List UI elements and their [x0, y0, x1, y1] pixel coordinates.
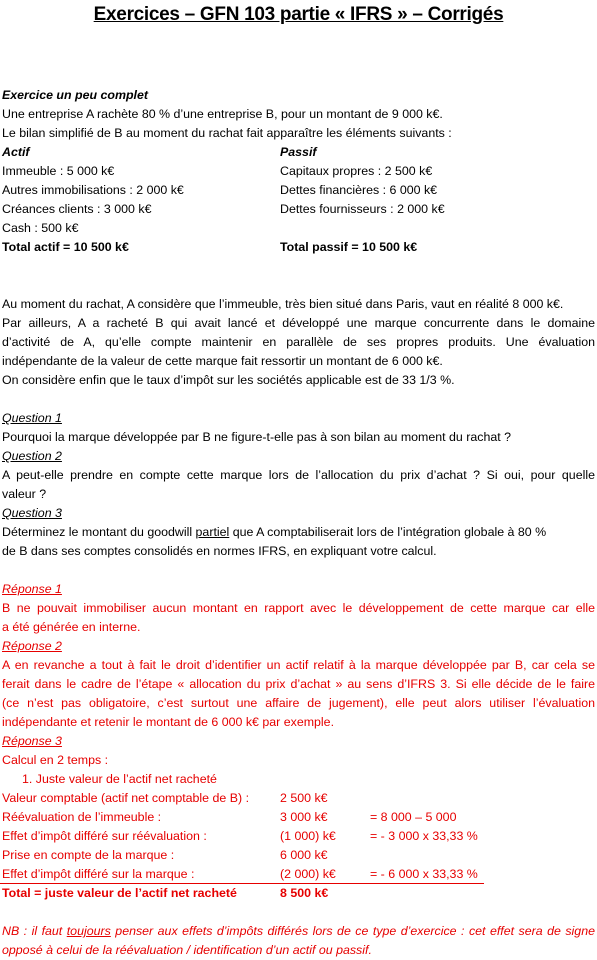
- question-3-text-a-1: Déterminez le montant du goodwill: [2, 525, 196, 539]
- answer-2-text-d: indépendante et retenir le montant de 6 000 k€ par exemple.: [2, 715, 335, 729]
- answer-2-text-b: ferait dans le cadre de l’étape « allocation du prix d’achat » au sens d’IFRS 3. Si elle décide de le faire: [2, 677, 595, 691]
- passif-item: Dettes financières : 6 000 k€: [280, 183, 438, 197]
- calc-label: Effet d’impôt différé sur la marque :: [2, 867, 195, 881]
- answer-1-label: Réponse 1: [2, 582, 62, 596]
- calc-value: 6 000 k€: [280, 848, 328, 862]
- actif-item: Créances clients : 3 000 k€: [2, 202, 152, 216]
- question-3-partiel: partiel: [195, 525, 230, 539]
- calc-label: Prise en compte de la marque :: [2, 848, 175, 862]
- calc-row: [0, 846, 597, 865]
- answer-2-text-a: A en revanche a tout à fait le droit d’identifier un actif relatif à la marque développée par B, car cela se: [2, 658, 595, 672]
- actif-item: Immeuble : 5 000 k€: [2, 164, 115, 178]
- calc-note: = 8 000 – 5 000: [370, 810, 457, 824]
- calc-label: Valeur comptable (actif net comptable de B) :: [2, 791, 250, 805]
- exercise-paragraph-2b: d’activité de A, qu’elle compte maintenir en parallèle de ses propres produits. Une évaluation: [2, 335, 595, 349]
- exercise-intro-1: Une entreprise A rachète 80 % d’une entreprise B, pour un montant de 9 000 k€.: [2, 107, 443, 121]
- question-3-text-b: de B dans ses comptes consolidés en normes IFRS, en expliquant votre calcul.: [2, 544, 437, 558]
- exercise-paragraph-1: Au moment du rachat, A considère que l’immeuble, très bien situé dans Paris, vaut en réalité 8 000 k€.: [2, 297, 564, 311]
- actif-item: Cash : 500 k€: [2, 221, 79, 235]
- page-title: Exercices – GFN 103 partie « IFRS » – Corrigés: [93, 4, 504, 25]
- nb-note-2: penser aux effets d’impôts différés lors de ce type d’exercice : cet effet sera de signe: [110, 924, 595, 938]
- question-2-label: Question 2: [2, 449, 62, 463]
- question-2-text-a: A peut-elle prendre en compte cette marque lors de l’allocation du prix d’achat ? Si oui, pour quelle: [2, 468, 595, 482]
- calc-total-label: Total = juste valeur de l’actif net racheté: [2, 886, 237, 900]
- calc-note: = - 3 000 x 33,33 %: [370, 829, 478, 843]
- total-passif: Total passif = 10 500 k€: [280, 240, 418, 254]
- question-3-text-a: [2, 523, 546, 542]
- answer-3-intro: Calcul en 2 temps :: [2, 753, 109, 767]
- question-1-label: Question 1: [2, 411, 62, 425]
- nb-note-a: [2, 922, 595, 941]
- answer-2-text-c: (ce n’est pas obligatoire, c’est surtout une affaire de jugement), elle peut alors utiliser l’évaluation: [2, 696, 595, 710]
- calc-row: [0, 789, 597, 808]
- nb-note-1: NB : il faut: [2, 924, 67, 938]
- calc-row: [0, 827, 597, 846]
- exercise-paragraph-2c: indépendante de la valeur de cette marque fait ressortir un montant de 6 000 k€.: [2, 354, 443, 368]
- answer-2-label: Réponse 2: [2, 639, 62, 653]
- actif-header: Actif: [2, 145, 30, 159]
- exercise-paragraph-2a: Par ailleurs, A a racheté B qui avait lancé et développé une marque concurrente dans le domaine: [2, 316, 595, 330]
- actif-item: Autres immobilisations : 2 000 k€: [2, 183, 184, 197]
- exercise-heading: Exercice un peu complet: [2, 88, 148, 102]
- passif-header: Passif: [280, 145, 317, 159]
- answer-1-text-a: B ne pouvait immobiliser aucun montant en rapport avec le développement de cette marque car elle: [2, 601, 595, 615]
- nb-note-b: opposé à celui de la réévaluation / identification d’un actif ou passif.: [2, 943, 372, 957]
- nb-note-toujours: toujours: [66, 924, 111, 938]
- answer-1-text-b: a été générée en interne.: [2, 620, 141, 634]
- calc-value: 3 000 k€: [280, 810, 328, 824]
- calc-label: Réévaluation de l’immeuble :: [2, 810, 162, 824]
- calc-row-underlined: [0, 865, 484, 884]
- answer-3-label: Réponse 3: [2, 734, 62, 748]
- passif-item: Capitaux propres : 2 500 k€: [280, 164, 433, 178]
- calc-note: = - 6 000 x 33,33 %: [370, 867, 478, 881]
- calc-value: 2 500 k€: [280, 791, 328, 805]
- question-3-label: Question 3: [2, 506, 62, 520]
- total-actif: Total actif = 10 500 k€: [2, 240, 129, 254]
- exercise-intro-2: Le bilan simplifié de B au moment du rachat fait apparaître les éléments suivants :: [2, 126, 452, 140]
- answer-3-step-1: 1. Juste valeur de l’actif net racheté: [22, 772, 217, 786]
- calc-row: [0, 808, 597, 827]
- calc-total-row: [0, 884, 597, 903]
- passif-item: Dettes fournisseurs : 2 000 k€: [280, 202, 445, 216]
- calc-label: Effet d’impôt différé sur réévaluation :: [2, 829, 207, 843]
- calc-value: (2 000) k€: [280, 867, 336, 881]
- question-2-text-b: valeur ?: [2, 487, 47, 501]
- question-3-text-a-2: que A comptabiliserait lors de l’intégration globale à 80 %: [229, 525, 547, 539]
- calc-value: (1 000) k€: [280, 829, 336, 843]
- question-1-text: Pourquoi la marque développée par B ne figure-t-elle pas à son bilan au moment du rachat ?: [2, 430, 512, 444]
- calc-total-value: 8 500 k€: [280, 886, 329, 900]
- exercise-paragraph-3: On considère enfin que le taux d’impôt sur les sociétés applicable est de 33 1/3 %.: [2, 373, 455, 387]
